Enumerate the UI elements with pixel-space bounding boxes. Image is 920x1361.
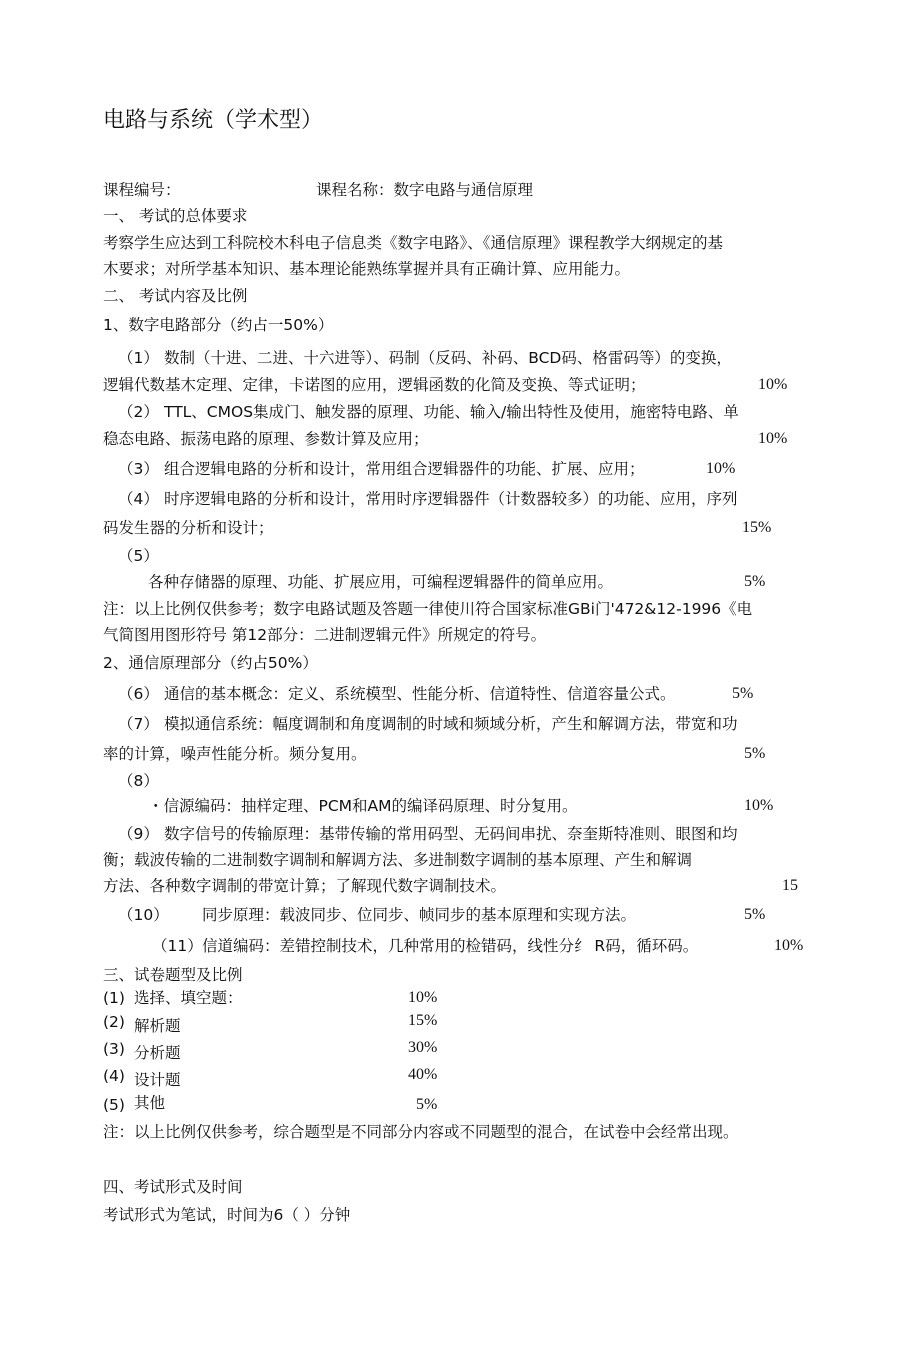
- section1-body-line: 木要求；对所学基本知识、基本理论能熟练掌握并具有正确计算、应用能力。: [103, 260, 631, 278]
- list-item-percent: 10%: [774, 937, 804, 954]
- section4-body: 考试形式为笔试，时间为6（ ）分钟: [103, 1206, 351, 1224]
- section4-heading: 四、考试形式及时间: [103, 1178, 243, 1196]
- list-item-number: （9）: [118, 825, 159, 843]
- list-item-percent: 10%: [706, 460, 736, 477]
- question-type-number: (3): [103, 1040, 125, 1058]
- question-type-percent: 10%: [408, 989, 438, 1006]
- section1-body-line: 考察学生应达到工科院校木科电子信息类《数字电路》、《通信原理》课程教学大纲规定的基: [103, 234, 724, 252]
- list-item-number: （2）: [118, 403, 159, 421]
- section2-heading: 二、 考试内容及比例: [103, 287, 248, 305]
- list-item-text: 组合逻辑电路的分析和设计，常用组合逻辑器件的功能、扩展、应用；: [164, 460, 645, 478]
- part1-note-line: 气简图用图形符号 第12部分：二进制逻辑元件》所规定的符号。: [103, 626, 547, 644]
- list-item-number: （1）: [118, 349, 159, 367]
- course-name-label: 课程名称：数字电路与通信原理: [316, 181, 534, 199]
- part1-heading: 1、数字电路部分（约占一50%）: [103, 316, 334, 334]
- section3-heading: 三、试卷题型及比例: [103, 966, 243, 984]
- list-item-text: 数字信号的传输原理：基带传输的常用码型、无码间串扰、奈奎斯特准则、眼图和均: [164, 825, 738, 843]
- list-item-percent: 5%: [732, 685, 754, 702]
- question-type-number: (4): [103, 1067, 125, 1085]
- question-type-label: 解析题: [134, 1017, 181, 1035]
- list-item-percent: 10%: [758, 430, 788, 447]
- part2-heading: 2、通信原理部分（约占50%）: [103, 654, 318, 672]
- list-item-percent: 10%: [744, 797, 774, 814]
- question-type-percent: 5%: [416, 1096, 438, 1113]
- list-item-number: （7）: [118, 715, 159, 733]
- list-item-percent: 5%: [744, 573, 766, 590]
- list-item-number: （8）: [118, 772, 159, 790]
- question-type-number: (5): [103, 1096, 125, 1114]
- list-item-text: 各种存储器的原理、功能、扩展应用，可编程逻辑器件的简单应用。: [148, 573, 614, 591]
- question-type-number: (1): [103, 989, 125, 1007]
- question-type-label: 设计题: [134, 1071, 181, 1089]
- list-item-number: （5）: [118, 547, 159, 565]
- document-title: 电路与系统（学术型）: [103, 108, 324, 133]
- list-item-text: 同步原理：载波同步、位同步、帧同步的基本原理和实现方法。: [202, 906, 637, 924]
- list-item-text: 时序逻辑电路的分析和设计，常用时序逻辑器件（计数器较多）的功能、应用，序列: [164, 490, 738, 508]
- list-item-percent: 10%: [758, 376, 788, 393]
- question-type-label: 分析题: [134, 1044, 181, 1062]
- list-item-text: TTL、CMOS集成门、触发器的原理、功能、输入/输出特性及使用，施密特电路、单: [164, 403, 739, 421]
- list-item-text: ・信源编码：抽样定理、PCM和AM的编译码原理、时分复用。: [148, 797, 578, 815]
- list-item-number: （10）: [118, 906, 169, 924]
- list-item-text: 逻辑代数基木定理、定律，卡诺图的应用，逻辑函数的化简及变换、等式证明；: [103, 376, 646, 394]
- list-item-text: 稳态电路、振荡电路的原理、参数计算及应用；: [103, 430, 429, 448]
- list-item-percent: 5%: [744, 745, 766, 762]
- list-item-percent: 15%: [742, 519, 772, 536]
- question-type-number: (2): [103, 1013, 125, 1031]
- list-item-text: 数制（十进、二进、十六进等）、码制（反码、补码、BCD码、格雷码等）的变换，: [164, 349, 732, 367]
- list-item-percent: 5%: [744, 906, 766, 923]
- part1-note-line: 注：以上比例仅供参考；数字电路试题及答题一律使川符合国家标准GBi门'472&12-1996《电: [103, 600, 753, 618]
- section3-note: 注：以上比例仅供参考，综合题型是不同部分内容或不同题型的混合，在试卷中会经常出现。: [103, 1123, 739, 1141]
- list-item-number: （3）: [118, 460, 159, 478]
- list-item-number: （4）: [118, 490, 159, 508]
- question-type-label: 其他: [134, 1094, 166, 1112]
- list-item-number: （6）: [118, 685, 159, 703]
- list-item-number: （11）: [152, 937, 203, 955]
- list-item-text: 衡；载波传输的二进制数字调制和解调方法、多进制数字调制的基本原理、产生和解调: [103, 851, 693, 869]
- list-item-percent: 15: [782, 877, 798, 894]
- section1-heading: 一、 考试的总体要求: [103, 207, 248, 225]
- list-item-text: 信道编码：差错控制技术，几种常用的检错码，线性分纟 R码，循环码。: [202, 937, 699, 955]
- question-type-percent: 15%: [408, 1012, 438, 1029]
- list-item-text: 模拟通信系统：幅度调制和角度调制的时域和频域分析，产生和解调方法，带宽和功: [164, 715, 738, 733]
- list-item-text: 方法、各种数字调制的带宽计算；了解现代数字调制技术。: [103, 877, 507, 895]
- question-type-percent: 40%: [408, 1066, 438, 1083]
- course-number-label: 课程编号：: [103, 181, 181, 199]
- question-type-label: 选择、填空题：: [134, 989, 243, 1007]
- list-item-text: 通信的基本概念：定义、系统模型、性能分析、信道特性、信道容量公式。: [164, 685, 676, 703]
- list-item-text: 码发生器的分析和设计；: [103, 519, 274, 537]
- list-item-text: 率的计算，噪声性能分析。频分复用。: [103, 745, 367, 763]
- question-type-percent: 30%: [408, 1039, 438, 1056]
